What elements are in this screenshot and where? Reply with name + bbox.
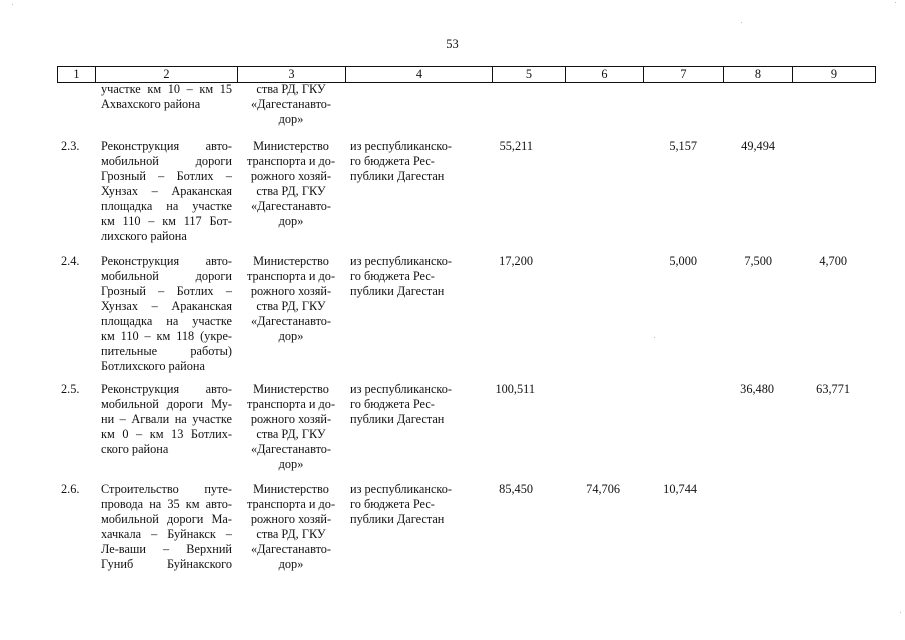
- scan-speck: [900, 612, 901, 613]
- header-col-5: 5: [492, 67, 565, 82]
- text-line: «Дагестанавто-: [250, 97, 332, 111]
- text-line: Строительство путе-: [101, 482, 232, 496]
- col8-value: 36,480: [740, 382, 774, 396]
- text-line: рожного хозяй-: [250, 169, 332, 183]
- text-line: Министерство: [253, 482, 329, 496]
- project-name: [101, 254, 232, 374]
- text-line: Министерство: [253, 139, 329, 153]
- row-number: 2.6.: [61, 482, 80, 496]
- text-line: ства РД, ГКУ: [256, 427, 326, 441]
- scan-speck: [12, 4, 13, 5]
- text-line: км 110 – км 118 (укре-: [101, 329, 232, 343]
- responsible-org: [243, 82, 339, 127]
- col7-value: 5,157: [669, 139, 697, 153]
- text-line: дор»: [278, 214, 304, 228]
- header-col-6: 6: [565, 67, 643, 82]
- text-line: рожного хозяй-: [250, 284, 332, 298]
- text-line: ни – Агвали на участке: [101, 412, 232, 426]
- text-line: Грозный – Ботлих –: [101, 169, 232, 183]
- col5-value: 100,511: [495, 382, 535, 396]
- text-line: Ахвахского района: [101, 97, 201, 111]
- text-line: ства РД, ГКУ: [256, 82, 326, 96]
- text-line: мобильной дороги: [101, 269, 232, 283]
- funding-source: [350, 482, 470, 527]
- text-line: Грозный – Ботлих –: [101, 284, 232, 298]
- header-col-1: 1: [57, 67, 95, 82]
- text-line: дор»: [278, 457, 304, 471]
- header-col-3: 3: [237, 67, 345, 82]
- col8-value: 49,494: [741, 139, 775, 153]
- text-line: мобильной дороги: [101, 154, 232, 168]
- text-line: дор»: [278, 329, 304, 343]
- text-line: Реконструкция авто-: [101, 382, 232, 396]
- text-line: дор»: [278, 557, 304, 571]
- row-number: 2.3.: [61, 139, 80, 153]
- text-line: транспорта и до-: [246, 497, 336, 511]
- text-line: го бюджета Рес-: [350, 269, 435, 283]
- header-col-7: 7: [643, 67, 723, 82]
- text-line: Ле-ваши – Верхний: [101, 542, 232, 556]
- text-line: «Дагестанавто-: [250, 199, 332, 213]
- text-line: «Дагестанавто-: [250, 314, 332, 328]
- text-line: из республиканско-: [350, 482, 452, 496]
- text-line: хачкала – Буйнакск –: [101, 527, 232, 541]
- text-line: публики Дагестан: [350, 169, 445, 183]
- text-line: публики Дагестан: [350, 512, 445, 526]
- text-line: Министерство: [253, 382, 329, 396]
- funding-source: [350, 254, 470, 299]
- responsible-org: [243, 382, 339, 472]
- page-number: 53: [446, 37, 459, 51]
- text-line: мобильной дороги Му-: [101, 397, 232, 411]
- text-line: транспорта и до-: [246, 154, 336, 168]
- scan-speck: [895, 2, 896, 3]
- project-name: [101, 139, 232, 244]
- text-line: из республиканско-: [350, 382, 452, 396]
- text-line: площадка на участке: [101, 199, 232, 213]
- text-line: Реконструкция авто-: [101, 254, 232, 268]
- text-line: мобильной дороги Ма-: [101, 512, 232, 526]
- text-line: провода на 35 км авто-: [101, 497, 232, 511]
- text-line: лихского района: [101, 229, 187, 243]
- text-line: км 0 – км 13 Ботлих-: [101, 427, 232, 441]
- row-number: 2.5.: [61, 382, 80, 396]
- text-line: Хунзах – Араканская: [101, 184, 232, 198]
- header-col-8: 8: [723, 67, 792, 82]
- scan-speck: [741, 22, 742, 23]
- text-line: «Дагестанавто-: [250, 542, 332, 556]
- text-line: публики Дагестан: [350, 284, 445, 298]
- responsible-org: [243, 139, 339, 229]
- text-line: площадка на участке: [101, 314, 232, 328]
- text-line: ства РД, ГКУ: [256, 184, 326, 198]
- text-line: Хунзах – Араканская: [101, 299, 232, 313]
- text-line: км 110 – км 117 Бот-: [101, 214, 232, 228]
- project-name: [101, 482, 232, 572]
- project-name: [101, 82, 232, 112]
- col5-value: 17,200: [499, 254, 533, 268]
- project-name: [101, 382, 232, 457]
- text-line: Реконструкция авто-: [101, 139, 232, 153]
- text-line: транспорта и до-: [246, 269, 336, 283]
- col9-value: 4,700: [819, 254, 847, 268]
- text-line: из республиканско-: [350, 139, 452, 153]
- text-line: Гуниб Буйнакского: [101, 557, 232, 571]
- funding-source: [350, 139, 470, 184]
- text-line: дор»: [278, 112, 304, 126]
- text-line: ства РД, ГКУ: [256, 299, 326, 313]
- text-line: рожного хозяй-: [250, 512, 332, 526]
- text-line: транспорта и до-: [246, 397, 336, 411]
- text-line: рожного хозяй-: [250, 412, 332, 426]
- text-line: го бюджета Рес-: [350, 154, 435, 168]
- responsible-org: [243, 482, 339, 572]
- text-line: го бюджета Рес-: [350, 397, 435, 411]
- text-line: «Дагестанавто-: [250, 442, 332, 456]
- header-col-2: 2: [95, 67, 237, 82]
- col5-value: 85,450: [499, 482, 533, 496]
- text-line: ства РД, ГКУ: [256, 527, 326, 541]
- col7-value: 5,000: [669, 254, 697, 268]
- col6-value: 74,706: [586, 482, 620, 496]
- col8-value: 7,500: [744, 254, 772, 268]
- col5-value: 55,211: [499, 139, 533, 153]
- row-number: 2.4.: [61, 254, 80, 268]
- col7-value: 10,744: [663, 482, 697, 496]
- text-line: участке км 10 – км 15: [101, 82, 232, 96]
- text-line: Министерство: [253, 254, 329, 268]
- text-line: ского района: [101, 442, 169, 456]
- text-line: го бюджета Рес-: [350, 497, 435, 511]
- col9-value: 63,771: [816, 382, 850, 396]
- header-col-4: 4: [345, 67, 492, 82]
- text-line: публики Дагестан: [350, 412, 445, 426]
- text-line: пительные работы): [101, 344, 232, 358]
- header-col-9: 9: [792, 67, 876, 82]
- scan-speck: [654, 337, 655, 338]
- text-line: из республиканско-: [350, 254, 452, 268]
- text-line: Ботлихского района: [101, 359, 205, 373]
- responsible-org: [243, 254, 339, 344]
- table-header-row: [57, 66, 876, 83]
- funding-source: [350, 382, 470, 427]
